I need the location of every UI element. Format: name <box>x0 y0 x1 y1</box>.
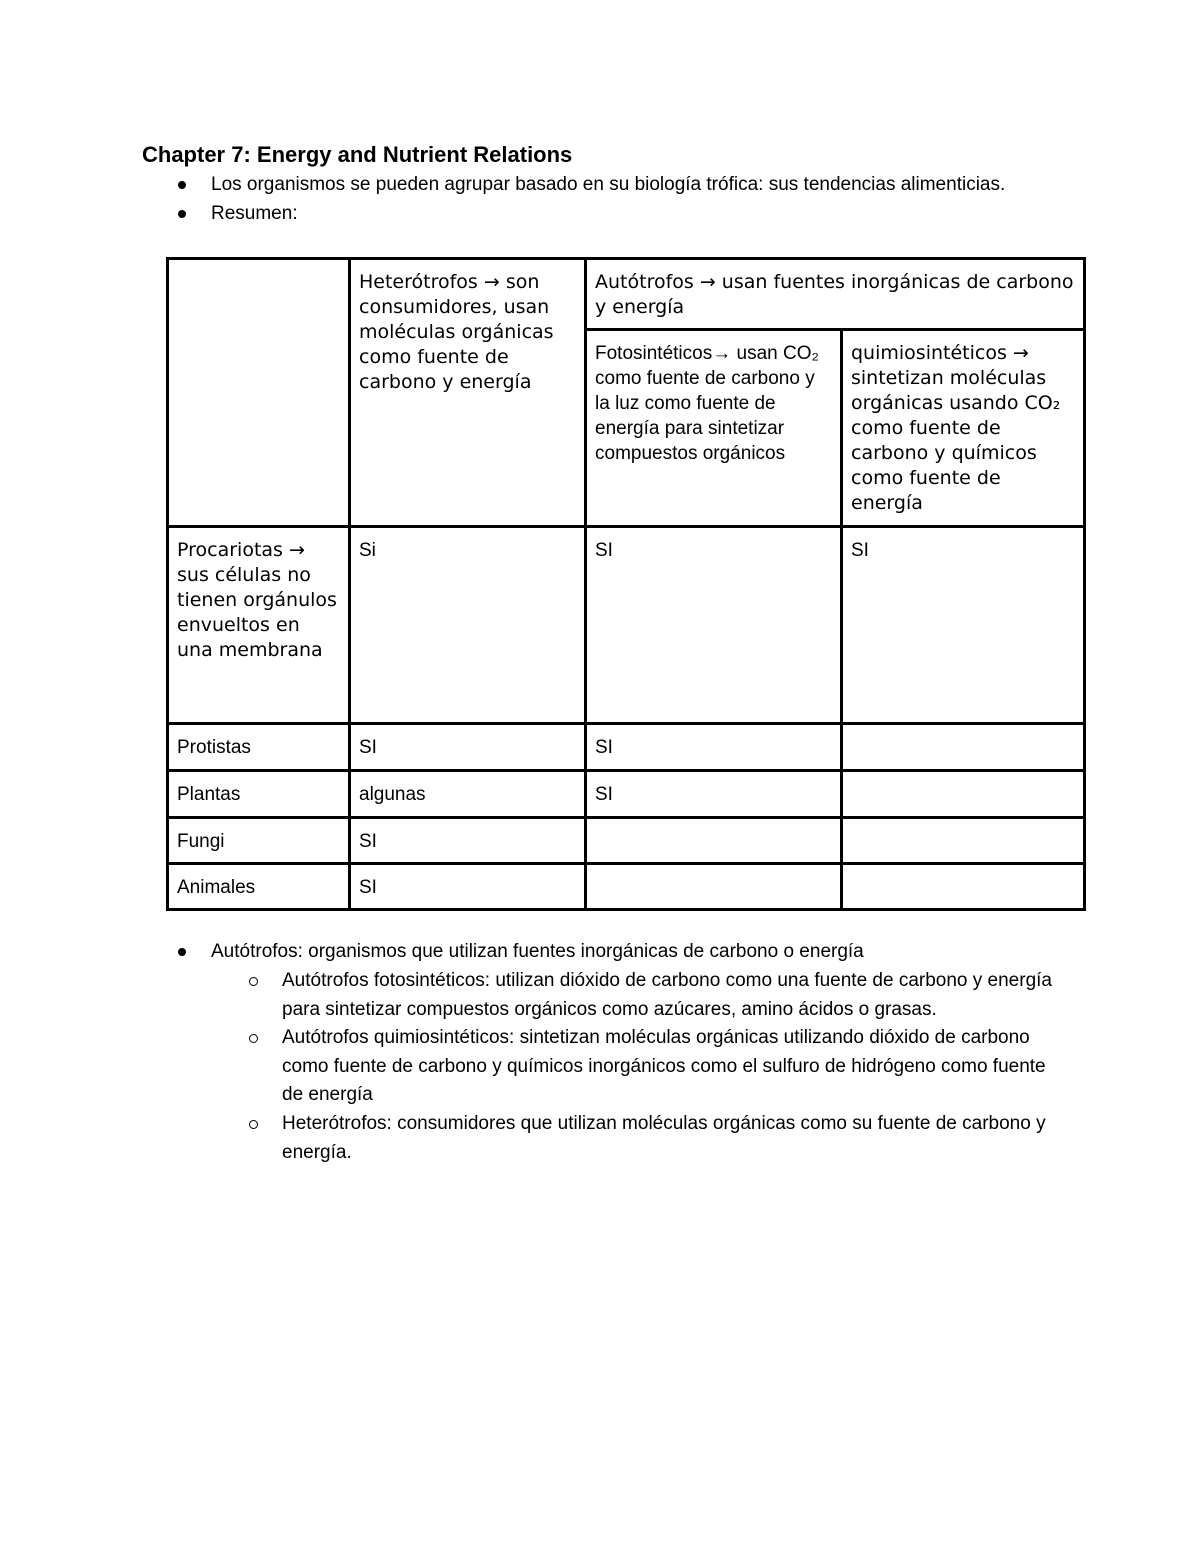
sub-bullet-list <box>282 967 1072 1167</box>
cell-fotosinteticos: SI <box>586 771 842 818</box>
cell-heterotrofos: Si <box>350 527 586 724</box>
intro-bullet-list <box>211 171 1031 228</box>
row-label-procariotas: Procariotas → sus células no tienen orgánulos envueltos en una membrana <box>168 527 350 724</box>
cell-quimiosinteticos <box>842 818 1085 864</box>
cell-quimiosinteticos <box>842 724 1085 771</box>
autotrofos-header: Autótrofos → usan fuentes inorgánicas de carbono y energía <box>586 259 1085 330</box>
cell-fotosinteticos <box>586 818 842 864</box>
chapter-title: Chapter 7: Energy and Nutrient Relations <box>142 142 573 167</box>
cell-heterotrofos: SI <box>350 724 586 771</box>
row-label-fungi: Fungi <box>168 818 350 864</box>
cell-fotosinteticos: SI <box>586 724 842 771</box>
cell-heterotrofos: SI <box>350 818 586 864</box>
autotrofos-bullet: Autótrofos: organismos que utilizan fuentes inorgánicas de carbono o energía <box>211 938 1051 967</box>
intro-bullet: Los organismos se pueden agrupar basado en su biología trófica: sus tendencias alimenticias. <box>211 171 1031 200</box>
empty-corner-cell <box>168 259 350 527</box>
cell-fotosinteticos <box>586 864 842 910</box>
cell-quimiosinteticos: SI <box>842 527 1085 724</box>
sub-bullet: Heterótrofos: consumidores que utilizan moléculas orgánicas como su fuente de carbono y energía. <box>282 1110 1072 1167</box>
sub-bullet: Autótrofos fotosintéticos: utilizan dióxido de carbono como una fuente de carbono y energía para sintetizar compuestos orgánicos como azúcares, amino ácidos o grasas. <box>282 967 1072 1024</box>
bottom-bullet-list <box>211 938 1051 967</box>
cell-quimiosinteticos <box>842 771 1085 818</box>
row-label-animales: Animales <box>168 864 350 910</box>
intro-bullet: Resumen: <box>211 200 1031 229</box>
quimiosinteticos-header: quimiosintéticos → sintetizan moléculas orgánicas usando CO₂ como fuente de carbono y químicos como fuente de energía <box>842 330 1085 527</box>
cell-fotosinteticos: SI <box>586 527 842 724</box>
row-label-plantas: Plantas <box>168 771 350 818</box>
sub-bullet: Autótrofos quimiosintéticos: sintetizan moléculas orgánicas utilizando dióxido de carbono como fuente de carbono y químicos inorgánicos como el sulfuro de hidrógeno como fuente de energía <box>282 1024 1072 1110</box>
cell-heterotrofos: SI <box>350 864 586 910</box>
cell-quimiosinteticos <box>842 864 1085 910</box>
cell-heterotrofos: algunas <box>350 771 586 818</box>
fotosinteticos-header: Fotosintéticos→ usan CO₂ como fuente de carbono y la luz como fuente de energía para sintetizar compuestos orgánicos <box>586 330 842 527</box>
summary-table <box>166 257 1086 911</box>
row-label-protistas: Protistas <box>168 724 350 771</box>
heterotrofos-header: Heterótrofos → son consumidores, usan moléculas orgánicas como fuente de carbono y energía <box>350 259 586 527</box>
